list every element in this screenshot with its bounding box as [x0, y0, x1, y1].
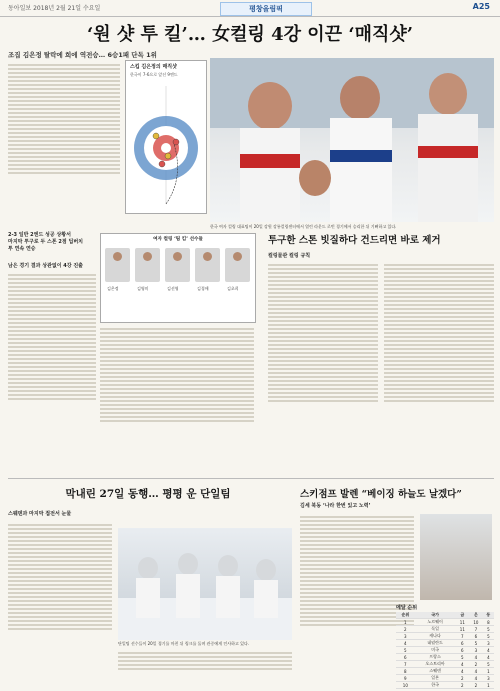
section2-title: 투구한 스톤 빗질하다 건드리면 바로 제거: [268, 235, 441, 246]
table-cell: 11: [456, 626, 470, 633]
player-name: 김선영: [167, 286, 179, 291]
table-cell: 4: [456, 661, 470, 668]
table-cell: 1: [483, 668, 494, 675]
table-cell: 10: [396, 682, 415, 689]
team-photo-illustration: [210, 58, 494, 222]
article-text-column-7: [118, 650, 292, 686]
sidebar-headline-2: 남은 경기 결과 상관없이 4강 진출: [8, 263, 83, 269]
table-cell: 네덜란드: [415, 640, 456, 647]
player-name: 김경애: [197, 286, 209, 291]
table-cell: 6: [456, 640, 470, 647]
section4-title: 스키점프 발렌 “베이징 하늘도 날겠다”: [300, 489, 462, 500]
table-cell: 8: [396, 668, 415, 675]
table-cell: 6: [469, 633, 483, 640]
curling-team-photo: [210, 58, 494, 222]
section3-subtitle: 스웨덴과 마지막 접전서 눈물: [8, 511, 72, 517]
table-cell: 5: [396, 647, 415, 654]
header-rank: 순위: [396, 612, 415, 619]
table-row: [396, 661, 494, 668]
table-cell: 1: [483, 682, 494, 689]
issue-date: 2018년 2월 21일 수요일: [33, 5, 101, 12]
article-text-column-6: [8, 522, 112, 686]
player-photo: [195, 248, 220, 282]
medal-table-box: [396, 604, 494, 689]
graphic-subtitle: 한국이 7-6으로 앞선 9엔드: [130, 72, 178, 77]
table-cell: 5: [483, 626, 494, 633]
header-country: 국가: [415, 612, 456, 619]
player-name: 김영미: [137, 286, 149, 291]
table-cell: 3: [469, 647, 483, 654]
table-cell: 프랑스: [415, 654, 456, 661]
table-cell: 오스트리아: [415, 661, 456, 668]
table-cell: 2: [469, 682, 483, 689]
table-cell: 3: [483, 640, 494, 647]
page-headline: ‘원 샷 투 킬’… 女컬링 4강 이끈 ‘매직샷’: [86, 24, 414, 45]
table-cell: 4: [396, 640, 415, 647]
table-cell: 3: [396, 633, 415, 640]
table-row: [396, 647, 494, 654]
table-cell: 5: [483, 633, 494, 640]
article-text-column-3: [100, 326, 254, 476]
table-cell: 5: [483, 661, 494, 668]
section-divider: [8, 478, 494, 479]
table-cell: 2: [469, 661, 483, 668]
table-cell: 5: [456, 654, 470, 661]
table-row: [396, 640, 494, 647]
header-silver: 은: [469, 612, 483, 619]
paper-name: 동아일보: [8, 5, 32, 12]
curling-shot-graphic: [125, 60, 207, 214]
table-row: [396, 619, 494, 626]
table-cell: 한국: [415, 682, 456, 689]
article-subtitle: 조집 김은정 탈락에 희에 역전승… 6승1패 단독 1위: [8, 51, 157, 59]
player-photo: [105, 248, 130, 282]
table-cell: 6: [396, 654, 415, 661]
table-cell: 11: [456, 619, 470, 626]
table-cell: 7: [456, 633, 470, 640]
table-cell: 2: [396, 626, 415, 633]
table-cell: 노르웨이: [415, 619, 456, 626]
table-cell: 3: [483, 675, 494, 682]
page-number: A25: [472, 2, 490, 11]
unified-team-photo: [118, 528, 292, 640]
table-cell: 4: [483, 647, 494, 654]
table-cell: 4: [469, 668, 483, 675]
table-cell: 4: [456, 668, 470, 675]
table-row: [396, 633, 494, 640]
article-text-column-5: [384, 262, 494, 476]
table-cell: 9: [396, 675, 415, 682]
photo1-caption: 한국 여자 컬링 대표팀이 20일 강원 강릉컬링센터에서 열린 라운드 로빈 경기에서 승리한 뒤 기뻐하고 있다.: [210, 224, 397, 229]
table-cell: 5: [469, 640, 483, 647]
players-box-title: 여자 컬링 ‘팀 킴’ 선수들: [153, 237, 203, 242]
unified-team-illustration: [118, 528, 292, 640]
table-row: [396, 682, 494, 689]
player-photo: [135, 248, 160, 282]
header-bronze: 동: [483, 612, 494, 619]
table-cell: 10: [469, 619, 483, 626]
table-row: [396, 675, 494, 682]
player-name: 김초희: [227, 286, 239, 291]
table-cell: 일본: [415, 675, 456, 682]
photo2-caption: 단일팀 선수들이 20일 경기를 마친 뒤 링크를 돌며 관중에게 인사하고 있다.: [118, 641, 250, 646]
header-gold: 금: [456, 612, 470, 619]
section4-subtitle: 김세 북동 ‘나라 한번 있고 노력’: [300, 503, 371, 509]
table-cell: 7: [396, 661, 415, 668]
table-cell: 7: [469, 626, 483, 633]
article-text-column-1: [8, 62, 120, 232]
table-cell: 2: [456, 682, 470, 689]
medal-table: [396, 612, 494, 689]
table-row: [396, 626, 494, 633]
masthead: [8, 3, 100, 12]
table-cell: 캐나다: [415, 633, 456, 640]
table-cell: 4: [483, 654, 494, 661]
table-cell: 6: [456, 647, 470, 654]
table-cell: 8: [483, 619, 494, 626]
medal-table-title: 메달 순위: [396, 605, 418, 611]
section-banner: 평창올림픽: [220, 2, 312, 16]
player-photo: [165, 248, 190, 282]
section2-subtitle: 컬링물관 컬링 규칙: [268, 253, 311, 259]
table-cell: 2: [456, 675, 470, 682]
curling-house-diagram: [126, 78, 206, 208]
table-cell: 1: [396, 619, 415, 626]
player-name: 김은정: [107, 286, 119, 291]
players-box: [100, 233, 256, 323]
sidebar-headline: 2-3 일반 2엔드 성공 상황서 마지막 투구로 두 스톤 2점 딥버치 투 연속 연승: [8, 232, 83, 252]
table-row: [396, 668, 494, 675]
table-cell: 독일: [415, 626, 456, 633]
table-cell: 4: [469, 654, 483, 661]
graphic-title: 스킵 김은정의 매직샷: [130, 64, 177, 70]
table-cell: 4: [469, 675, 483, 682]
article-text-column-2: [8, 272, 96, 472]
athlete-portrait: [420, 514, 492, 600]
table-cell: 스웨덴: [415, 668, 456, 675]
article-text-column-4: [268, 262, 378, 476]
section3-title: 막내린 27일 동행… 평평 운 단일팀: [65, 488, 231, 500]
table-row: [396, 654, 494, 661]
table-cell: 미국: [415, 647, 456, 654]
player-photo: [225, 248, 250, 282]
